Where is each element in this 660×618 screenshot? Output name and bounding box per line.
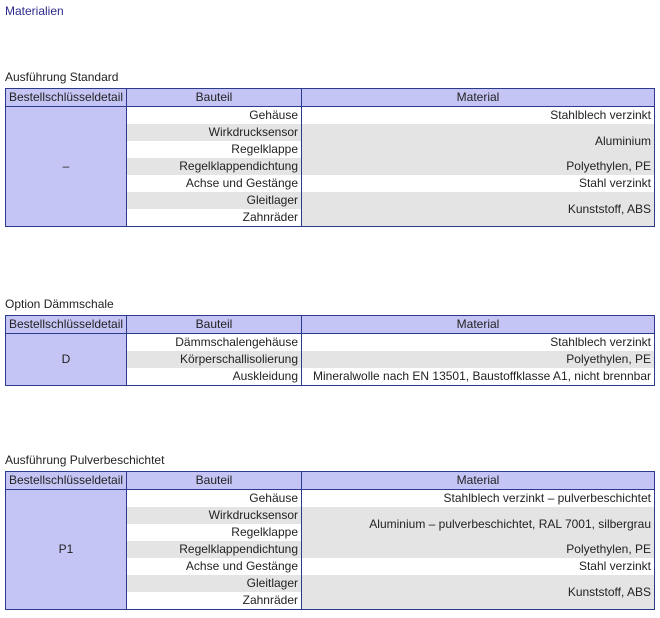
part-cell: Gehäuse [127,490,302,508]
header-part: Bauteil [127,472,302,490]
part-cell: Auskleidung [127,368,302,386]
material-cell: Aluminium – pulverbeschichtet, RAL 7001, silbergrau [302,507,655,541]
material-cell: Polyethylen, PE [302,541,655,558]
order-key-cell: P1 [6,490,127,610]
table-header-row [6,472,655,490]
materials-table-daemmschale [5,315,655,386]
header-part: Bauteil [127,316,302,334]
header-material: Material [302,472,655,490]
table-header-row [6,316,655,334]
material-cell: Polyethylen, PE [302,158,655,175]
material-cell: Stahlblech verzinkt [302,107,655,125]
table-row [6,334,655,352]
order-key-cell: – [6,107,127,227]
part-cell: Wirkdrucksensor [127,124,302,141]
section-title-standard: Ausführung Standard [5,70,119,84]
material-cell: Kunststoff, ABS [302,575,655,610]
part-cell: Regelklappe [127,141,302,158]
part-cell: Gleitlager [127,575,302,592]
materials-table-pulverbeschichtet [5,471,655,610]
material-cell: Stahlblech verzinkt – pulverbeschichtet [302,490,655,508]
part-cell: Regelklappendichtung [127,541,302,558]
section-title-pulverbeschichtet: Ausführung Pulverbeschichtet [5,453,165,467]
section-title-daemmschale: Option Dämmschale [5,297,114,311]
material-cell: Stahl verzinkt [302,558,655,575]
material-cell: Polyethylen, PE [302,351,655,368]
part-cell: Zahnräder [127,209,302,227]
part-cell: Regelklappe [127,524,302,541]
materials-table-standard [5,88,655,227]
material-cell: Aluminium [302,124,655,158]
part-cell: Regelklappendichtung [127,158,302,175]
part-cell: Achse und Gestänge [127,175,302,192]
part-cell: Wirkdrucksensor [127,507,302,524]
table-row [6,490,655,508]
order-key-cell: D [6,334,127,386]
material-cell: Mineralwolle nach EN 13501, Baustoffklasse A1, nicht brennbar [302,368,655,386]
material-cell: Kunststoff, ABS [302,192,655,227]
part-cell: Körperschallisolierung [127,351,302,368]
header-material: Material [302,316,655,334]
header-key: Bestellschlüsseldetail [6,89,127,107]
table-header-row [6,89,655,107]
part-cell: Dämmschalengehäuse [127,334,302,352]
material-cell: Stahlblech verzinkt [302,334,655,352]
part-cell: Gleitlager [127,192,302,209]
part-cell: Gehäuse [127,107,302,125]
header-key: Bestellschlüsseldetail [6,316,127,334]
header-part: Bauteil [127,89,302,107]
header-material: Material [302,89,655,107]
material-cell: Stahl verzinkt [302,175,655,192]
part-cell: Achse und Gestänge [127,558,302,575]
page-title: Materialien [5,4,64,18]
table-row [6,107,655,125]
part-cell: Zahnräder [127,592,302,610]
header-key: Bestellschlüsseldetail [6,472,127,490]
